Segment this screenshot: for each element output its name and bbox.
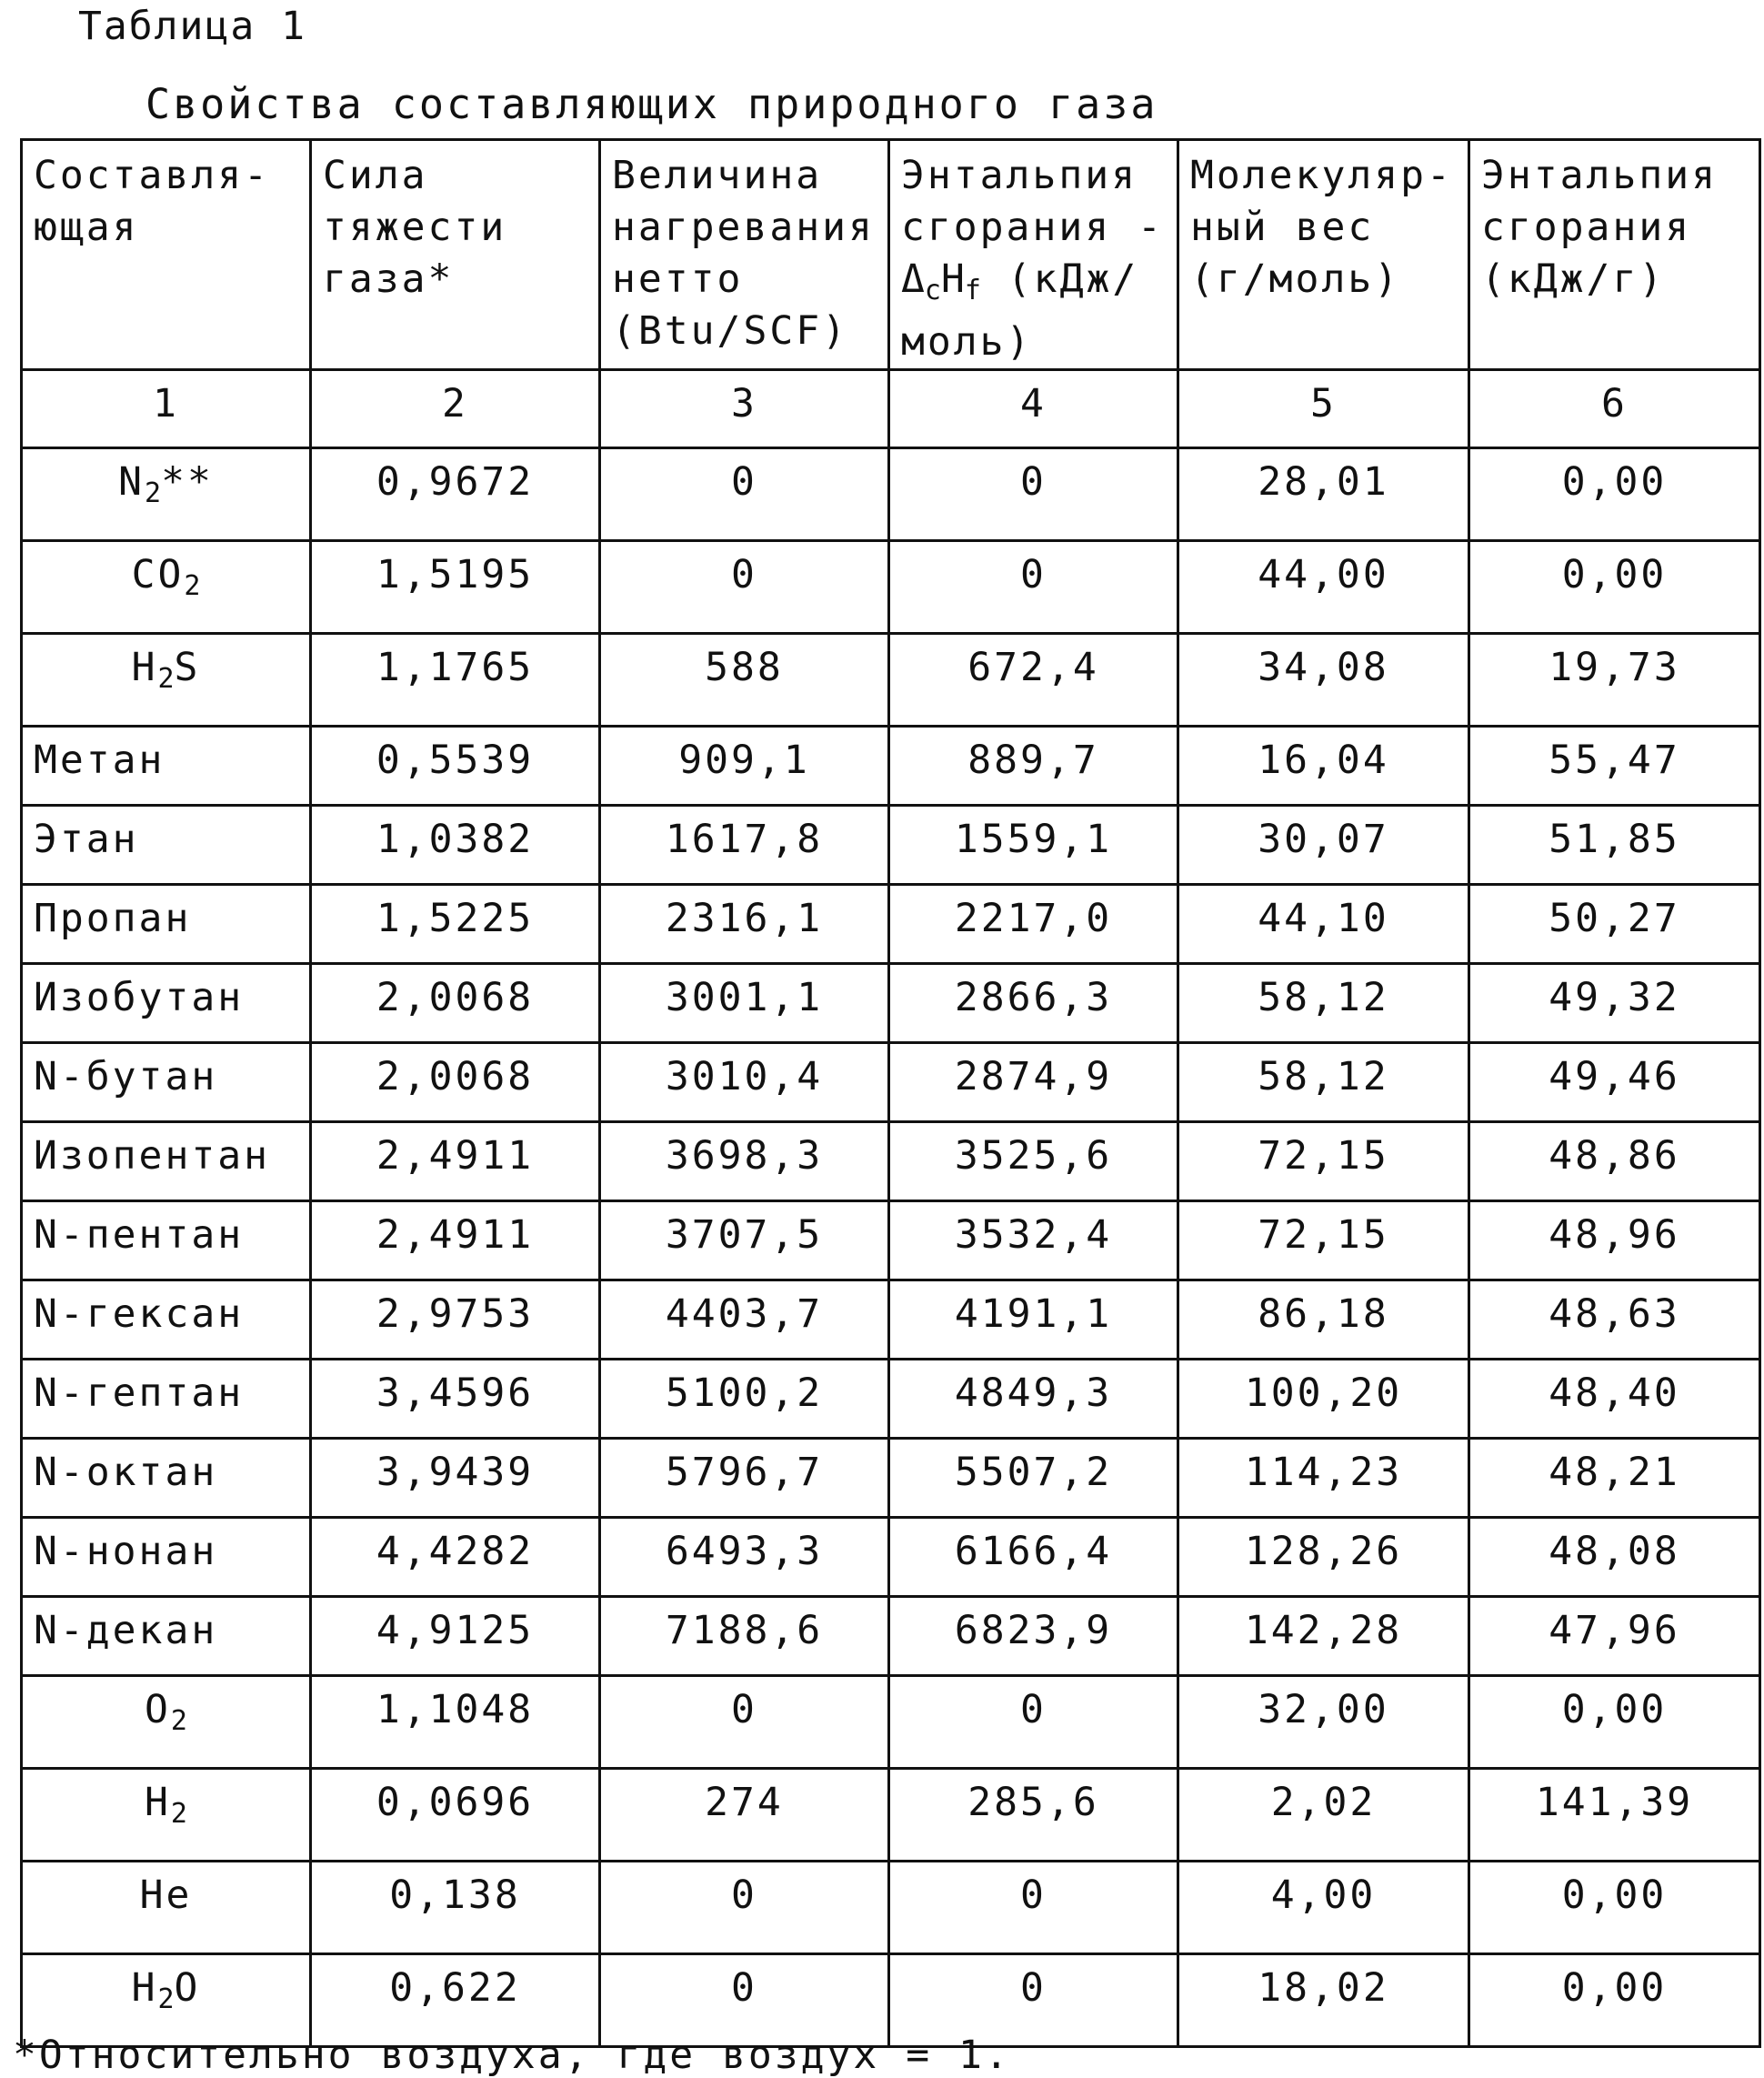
table-row <box>22 1862 1760 1954</box>
cell-molecular-weight: 28,01 <box>1178 448 1469 541</box>
cell-gravity: 2,0068 <box>311 1043 600 1122</box>
cell-enthalpy-mol: 0 <box>889 541 1178 634</box>
cell-enthalpy-gram: 19,73 <box>1469 634 1760 727</box>
column-number: 3 <box>600 370 889 448</box>
cell-heating-value: 3001,1 <box>600 964 889 1043</box>
cell-molecular-weight: 16,04 <box>1178 727 1469 806</box>
cell-heating-value: 5796,7 <box>600 1439 889 1518</box>
cell-enthalpy-gram: 48,40 <box>1469 1360 1760 1439</box>
cell-heating-value: 0 <box>600 448 889 541</box>
cell-component: Изобутан <box>22 964 311 1043</box>
cell-gravity: 1,5225 <box>311 885 600 964</box>
cell-heating-value: 3010,4 <box>600 1043 889 1122</box>
cell-enthalpy-mol: 3532,4 <box>889 1201 1178 1280</box>
table-row <box>22 1518 1760 1597</box>
header-gravity: Сила тяжести газа* <box>311 140 600 370</box>
cell-gravity: 2,4911 <box>311 1122 600 1201</box>
cell-gravity: 3,9439 <box>311 1439 600 1518</box>
cell-molecular-weight: 34,08 <box>1178 634 1469 727</box>
table-row <box>22 1769 1760 1862</box>
cell-gravity: 0,5539 <box>311 727 600 806</box>
cell-component: N-пентан <box>22 1201 311 1280</box>
cell-enthalpy-gram: 47,96 <box>1469 1597 1760 1676</box>
cell-heating-value: 909,1 <box>600 727 889 806</box>
table-row <box>22 727 1760 806</box>
cell-heating-value: 4403,7 <box>600 1280 889 1360</box>
cell-enthalpy-gram: 0,00 <box>1469 1862 1760 1954</box>
cell-heating-value: 3707,5 <box>600 1201 889 1280</box>
cell-component: N-декан <box>22 1597 311 1676</box>
footnote: *Относительно воздуха, где воздух = 1. <box>13 2033 1011 2078</box>
cell-molecular-weight: 30,07 <box>1178 806 1469 885</box>
cell-enthalpy-mol: 0 <box>889 448 1178 541</box>
cell-enthalpy-mol: 2874,9 <box>889 1043 1178 1122</box>
cell-component: N-гептан <box>22 1360 311 1439</box>
cell-enthalpy-mol: 3525,6 <box>889 1122 1178 1201</box>
cell-gravity: 0,9672 <box>311 448 600 541</box>
cell-enthalpy-gram: 0,00 <box>1469 448 1760 541</box>
cell-component: $H_2S$ <box>22 634 311 727</box>
cell-component: Изопентан <box>22 1122 311 1201</box>
cell-heating-value: 1617,8 <box>600 806 889 885</box>
cell-gravity: 2,4911 <box>311 1201 600 1280</box>
cell-heating-value: 0 <box>600 1676 889 1769</box>
cell-enthalpy-mol: 2866,3 <box>889 964 1178 1043</box>
cell-enthalpy-gram: 55,47 <box>1469 727 1760 806</box>
cell-component: N-нонан <box>22 1518 311 1597</box>
cell-enthalpy-mol: 0 <box>889 1862 1178 1954</box>
cell-enthalpy-gram: 51,85 <box>1469 806 1760 885</box>
cell-component: Пропан <box>22 885 311 964</box>
table-row <box>22 964 1760 1043</box>
cell-component: He <box>22 1862 311 1954</box>
cell-enthalpy-mol: 6823,9 <box>889 1597 1178 1676</box>
cell-enthalpy-mol: 285,6 <box>889 1769 1178 1862</box>
cell-enthalpy-gram: 50,27 <box>1469 885 1760 964</box>
cell-heating-value: 5100,2 <box>600 1360 889 1439</box>
header-molecular-weight: Молекуляр- ный вес (г/моль) <box>1178 140 1469 370</box>
cell-enthalpy-mol: 6166,4 <box>889 1518 1178 1597</box>
cell-enthalpy-gram: 48,63 <box>1469 1280 1760 1360</box>
table-row <box>22 1043 1760 1122</box>
cell-heating-value: 0 <box>600 541 889 634</box>
table-row <box>22 448 1760 541</box>
column-number: 2 <box>311 370 600 448</box>
column-number: 1 <box>22 370 311 448</box>
table-row <box>22 806 1760 885</box>
cell-gravity: 1,5195 <box>311 541 600 634</box>
cell-enthalpy-mol: 889,7 <box>889 727 1178 806</box>
table-row <box>22 1201 1760 1280</box>
cell-gravity: 2,0068 <box>311 964 600 1043</box>
cell-gravity: 1,1765 <box>311 634 600 727</box>
cell-component: Метан <box>22 727 311 806</box>
cell-component: N-бутан <box>22 1043 311 1122</box>
cell-gravity: 1,0382 <box>311 806 600 885</box>
cell-gravity: 4,9125 <box>311 1597 600 1676</box>
cell-gravity: 0,0696 <box>311 1769 600 1862</box>
cell-component: $N_2**$ <box>22 448 311 541</box>
cell-enthalpy-mol: 4849,3 <box>889 1360 1178 1439</box>
cell-enthalpy-mol: 0 <box>889 1954 1178 2047</box>
cell-enthalpy-mol: 1559,1 <box>889 806 1178 885</box>
header-enthalpy-mol: Энтальпия сгорания - $\Delta_cH_f$ (кДж/моль) <box>889 140 1178 370</box>
table-row <box>22 1439 1760 1518</box>
table-label: Таблица 1 <box>78 4 306 49</box>
properties-table <box>20 138 1761 2048</box>
cell-enthalpy-gram: 49,46 <box>1469 1043 1760 1122</box>
cell-molecular-weight: 32,00 <box>1178 1676 1469 1769</box>
cell-molecular-weight: 72,15 <box>1178 1122 1469 1201</box>
column-number: 5 <box>1178 370 1469 448</box>
cell-gravity: 2,9753 <box>311 1280 600 1360</box>
cell-molecular-weight: 100,20 <box>1178 1360 1469 1439</box>
cell-molecular-weight: 86,18 <box>1178 1280 1469 1360</box>
cell-heating-value: 274 <box>600 1769 889 1862</box>
cell-component: $O_2$ <box>22 1676 311 1769</box>
header-heating-value: Величина нагревания нетто (Btu/SCF) <box>600 140 889 370</box>
cell-molecular-weight: 44,00 <box>1178 541 1469 634</box>
cell-heating-value: 7188,6 <box>600 1597 889 1676</box>
cell-enthalpy-gram: 0,00 <box>1469 1676 1760 1769</box>
cell-molecular-weight: 2,02 <box>1178 1769 1469 1862</box>
cell-enthalpy-gram: 48,96 <box>1469 1201 1760 1280</box>
cell-molecular-weight: 44,10 <box>1178 885 1469 964</box>
cell-molecular-weight: 4,00 <box>1178 1862 1469 1954</box>
cell-heating-value: 2316,1 <box>600 885 889 964</box>
cell-component: $H_2O$ <box>22 1954 311 2047</box>
cell-molecular-weight: 58,12 <box>1178 1043 1469 1122</box>
cell-gravity: 3,4596 <box>311 1360 600 1439</box>
cell-heating-value: 3698,3 <box>600 1122 889 1201</box>
cell-molecular-weight: 72,15 <box>1178 1201 1469 1280</box>
header-enthalpy-gram: Энтальпия сгорания (кДж/г) <box>1469 140 1760 370</box>
table-body <box>22 140 1760 2047</box>
column-number-row <box>22 370 1760 448</box>
cell-enthalpy-mol: 672,4 <box>889 634 1178 727</box>
table-row <box>22 1122 1760 1201</box>
table-row <box>22 885 1760 964</box>
cell-component: $H_2$ <box>22 1769 311 1862</box>
cell-enthalpy-gram: 48,21 <box>1469 1439 1760 1518</box>
table-row <box>22 1280 1760 1360</box>
cell-heating-value: 588 <box>600 634 889 727</box>
table-row <box>22 1676 1760 1769</box>
cell-gravity: 4,4282 <box>311 1518 600 1597</box>
table-row <box>22 634 1760 727</box>
cell-enthalpy-mol: 2217,0 <box>889 885 1178 964</box>
table-row <box>22 1597 1760 1676</box>
cell-enthalpy-gram: 141,39 <box>1469 1769 1760 1862</box>
cell-enthalpy-gram: 0,00 <box>1469 541 1760 634</box>
cell-enthalpy-gram: 48,86 <box>1469 1122 1760 1201</box>
cell-molecular-weight: 18,02 <box>1178 1954 1469 2047</box>
table-title: Свойства составляющих природного газа <box>145 80 1158 128</box>
cell-component: N-гексан <box>22 1280 311 1360</box>
cell-enthalpy-mol: 4191,1 <box>889 1280 1178 1360</box>
cell-heating-value: 0 <box>600 1954 889 2047</box>
cell-enthalpy-mol: 0 <box>889 1676 1178 1769</box>
cell-enthalpy-mol: 5507,2 <box>889 1439 1178 1518</box>
cell-heating-value: 0 <box>600 1862 889 1954</box>
cell-gravity: 0,138 <box>311 1862 600 1954</box>
header-row <box>22 140 1760 370</box>
cell-component: $CO_2$ <box>22 541 311 634</box>
cell-enthalpy-gram: 49,32 <box>1469 964 1760 1043</box>
cell-enthalpy-gram: 0,00 <box>1469 1954 1760 2047</box>
cell-molecular-weight: 142,28 <box>1178 1597 1469 1676</box>
cell-molecular-weight: 58,12 <box>1178 964 1469 1043</box>
table-row <box>22 1360 1760 1439</box>
column-number: 4 <box>889 370 1178 448</box>
header-component: Составля- ющая <box>22 140 311 370</box>
cell-gravity: 1,1048 <box>311 1676 600 1769</box>
table-row <box>22 541 1760 634</box>
cell-gravity: 0,622 <box>311 1954 600 2047</box>
cell-component: N-октан <box>22 1439 311 1518</box>
cell-heating-value: 6493,3 <box>600 1518 889 1597</box>
cell-molecular-weight: 114,23 <box>1178 1439 1469 1518</box>
cell-enthalpy-gram: 48,08 <box>1469 1518 1760 1597</box>
cell-component: Этан <box>22 806 311 885</box>
cell-molecular-weight: 128,26 <box>1178 1518 1469 1597</box>
column-number: 6 <box>1469 370 1760 448</box>
